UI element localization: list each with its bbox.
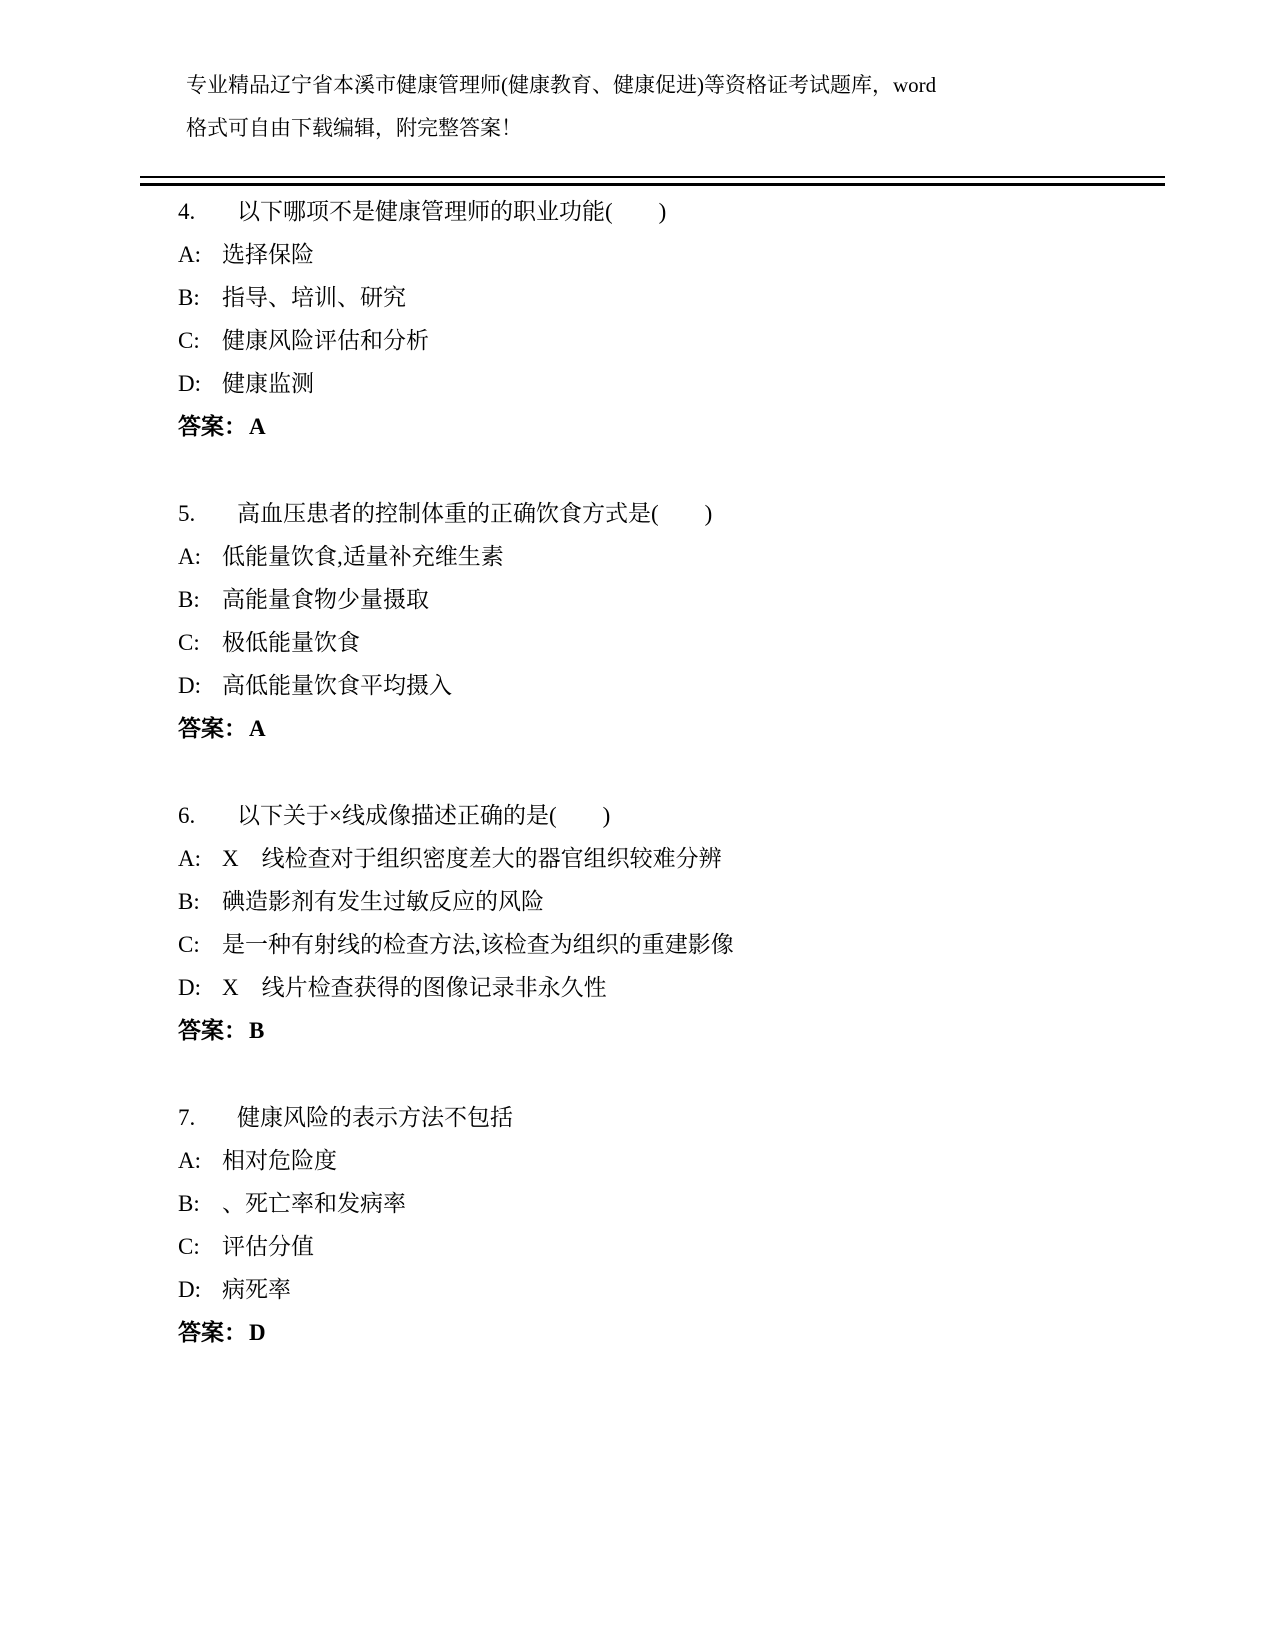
option-text: 指导、培训、研究 — [222, 285, 406, 310]
option-label: A: — [178, 846, 201, 871]
option-line — [178, 276, 1138, 319]
option-line — [178, 923, 1138, 966]
question-block — [178, 794, 1138, 1052]
option-label: B: — [178, 285, 200, 310]
question-title: 高血压患者的控制体重的正确饮食方式是( ) — [237, 501, 713, 526]
option-line — [178, 664, 1138, 707]
option-line — [178, 1139, 1138, 1182]
option-label: C: — [178, 328, 200, 353]
answer-prefix: 答案： — [178, 716, 247, 741]
option-label: B: — [178, 889, 200, 914]
option-text: X 线片检查获得的图像记录非永久性 — [222, 975, 607, 1000]
option-label: A: — [178, 544, 201, 569]
question-number: 6. — [178, 803, 196, 828]
option-line — [178, 233, 1138, 276]
option-text: 相对危险度 — [222, 1148, 337, 1173]
question-title: 以下哪项不是健康管理师的职业功能( ) — [237, 199, 667, 224]
option-line — [178, 319, 1138, 362]
option-label: B: — [178, 587, 200, 612]
answer-value: A — [249, 716, 266, 741]
option-line — [178, 578, 1138, 621]
questions-list — [178, 190, 1138, 1398]
option-text: 、死亡率和发病率 — [222, 1191, 406, 1216]
question-number: 5. — [178, 501, 196, 526]
question-line — [178, 1096, 1138, 1139]
option-text: 高能量食物少量摄取 — [222, 587, 429, 612]
question-line — [178, 794, 1138, 837]
header-line2: 格式可自由下载编辑，附完整答案！ — [186, 116, 522, 140]
question-line — [178, 190, 1138, 233]
option-label: C: — [178, 630, 200, 655]
option-text: 评估分值 — [222, 1234, 314, 1259]
question-number: 7. — [178, 1105, 196, 1130]
option-label: D: — [178, 673, 201, 698]
document-header — [186, 64, 1126, 150]
option-label: A: — [178, 1148, 201, 1173]
option-label: D: — [178, 1277, 201, 1302]
option-line — [178, 621, 1138, 664]
answer-prefix: 答案： — [178, 1018, 247, 1043]
option-text: 高低能量饮食平均摄入 — [222, 673, 452, 698]
option-line — [178, 362, 1138, 405]
option-text: 健康监测 — [222, 371, 314, 396]
option-text: X 线检查对于组织密度差大的器官组织较难分辨 — [222, 846, 722, 871]
answer-line — [178, 1009, 1138, 1052]
option-label: A: — [178, 242, 201, 267]
answer-value: A — [249, 414, 266, 439]
option-text: 低能量饮食,适量补充维生素 — [222, 544, 504, 569]
question-line — [178, 492, 1138, 535]
question-title: 以下关于×线成像描述正确的是( ) — [237, 803, 611, 828]
answer-value: D — [249, 1320, 266, 1345]
option-text: 健康风险评估和分析 — [222, 328, 429, 353]
option-text: 极低能量饮食 — [222, 630, 360, 655]
answer-value: B — [249, 1018, 265, 1043]
answer-prefix: 答案： — [178, 1320, 247, 1345]
option-label: B: — [178, 1191, 200, 1216]
question-number: 4. — [178, 199, 196, 224]
answer-line — [178, 1311, 1138, 1354]
option-line — [178, 880, 1138, 923]
header-double-rule — [140, 176, 1165, 186]
question-block — [178, 190, 1138, 448]
answer-line — [178, 405, 1138, 448]
question-block — [178, 492, 1138, 750]
option-label: D: — [178, 975, 201, 1000]
option-line — [178, 966, 1138, 1009]
question-title: 健康风险的表示方法不包括 — [237, 1105, 513, 1130]
option-line — [178, 837, 1138, 880]
option-label: C: — [178, 1234, 200, 1259]
option-line — [178, 1225, 1138, 1268]
option-line — [178, 1182, 1138, 1225]
option-line — [178, 1268, 1138, 1311]
option-text: 是一种有射线的检查方法,该检查为组织的重建影像 — [222, 932, 734, 957]
option-label: D: — [178, 371, 201, 396]
option-text: 病死率 — [222, 1277, 291, 1302]
header-line1: 专业精品辽宁省本溪市健康管理师(健康教育、健康促进)等资格证考试题库，word — [186, 73, 937, 97]
option-line — [178, 535, 1138, 578]
option-text: 选择保险 — [222, 242, 314, 267]
option-label: C: — [178, 932, 200, 957]
option-text: 碘造影剂有发生过敏反应的风险 — [222, 889, 544, 914]
answer-line — [178, 707, 1138, 750]
question-block — [178, 1096, 1138, 1354]
answer-prefix: 答案： — [178, 414, 247, 439]
